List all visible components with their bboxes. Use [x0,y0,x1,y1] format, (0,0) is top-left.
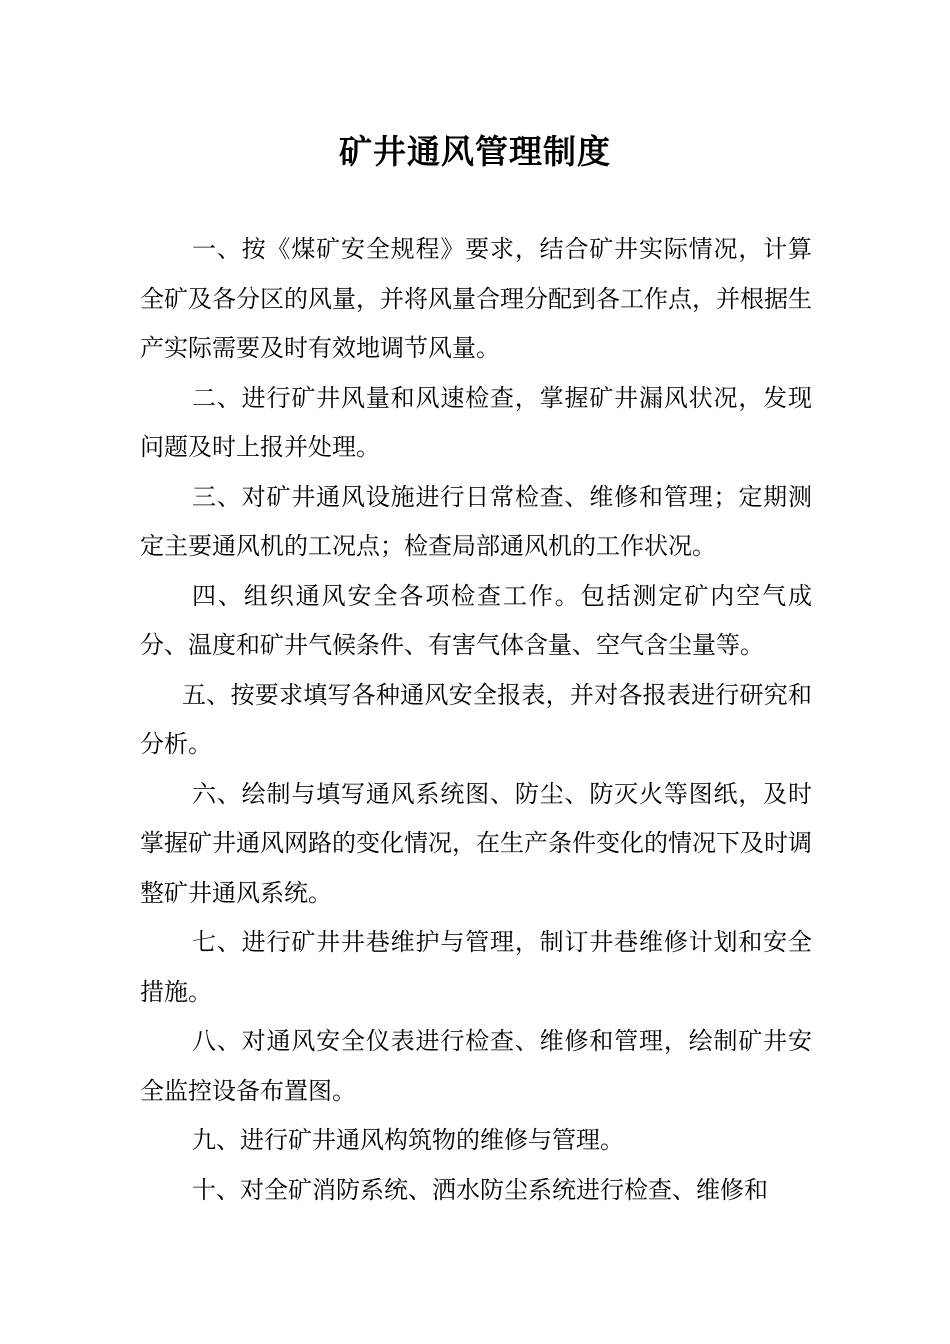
document-title: 矿井通风管理制度 [339,132,611,171]
paragraph-9: 九、进行矿井通风构筑物的维修与管理。 [192,1126,624,1154]
paragraph-7: 七、进行矿井井巷维护与管理，制订井巷维修计划和安全措施。 [140,928,812,1006]
paragraph-4: 四、组织通风安全各项检查工作。包括测定矿内空气成分、温度和矿井气候条件、有害气体含量、空气含尘量等。 [140,581,812,659]
paragraph-10: 十、对全矿消防系统、洒水防尘系统进行检查、维修和 [192,1175,768,1204]
paragraph-1: 一、按《煤矿安全规程》要求，结合矿井实际情况，计算全矿及各分区的风量，并将风量合理分配到各工作点，并根据生产实际需要及时有效地调节风量。 [140,235,812,362]
document-body [140,225,812,1215]
paragraph-2: 二、进行矿井风量和风速检查，掌握矿井漏风状况，发现问题及时上报并处理。 [140,383,812,461]
paragraph-3: 三、对矿井通风设施进行日常检查、维修和管理；定期测定主要通风机的工况点；检查局部通风机的工作状况。 [140,482,812,560]
paragraph-6: 六、绘制与填写通风系统图、防尘、防灭火等图纸，及时掌握矿井通风网路的变化情况，在生产条件变化的情况下及时调整矿井通风系统。 [140,779,812,907]
paragraph-8: 八、对通风安全仪表进行检查、维修和管理，绘制矿井安全监控设备布置图。 [140,1027,812,1105]
paragraph-5: 五、按要求填写各种通风安全报表，并对各报表进行研究和分析。 [140,680,812,758]
